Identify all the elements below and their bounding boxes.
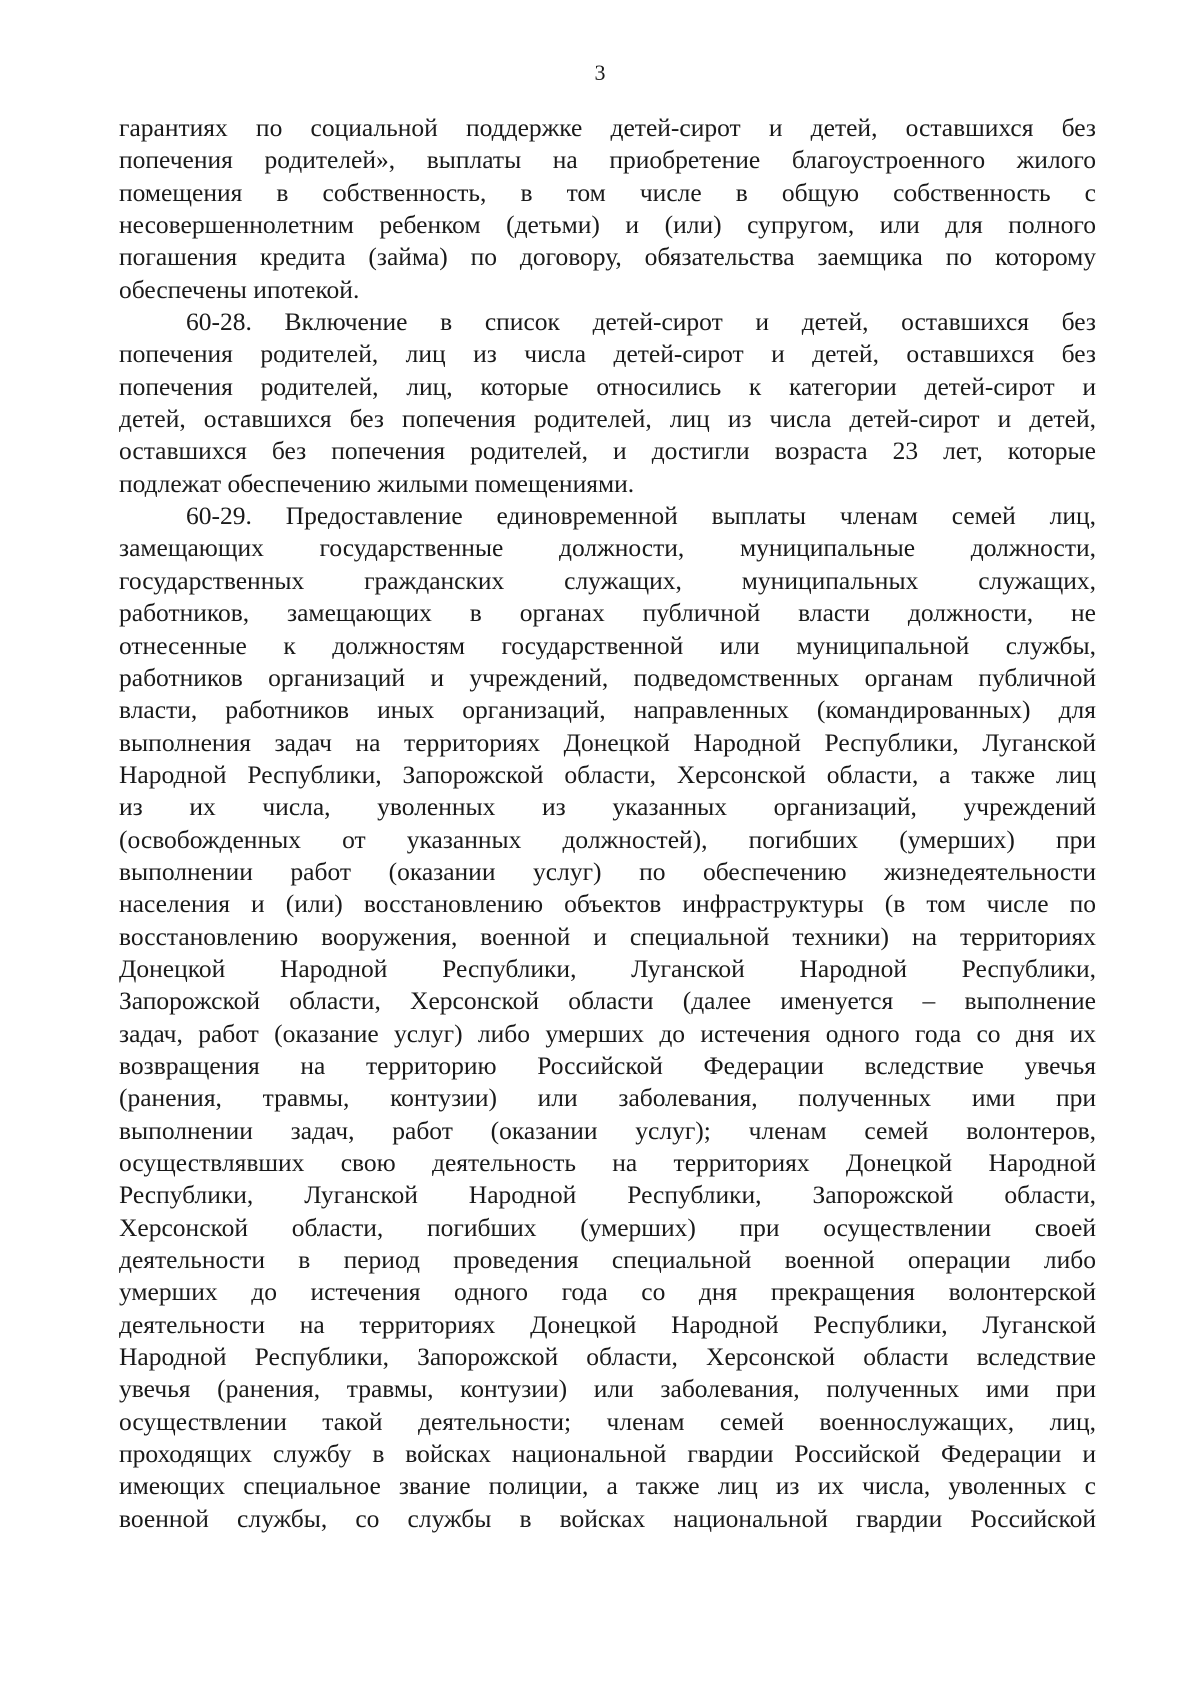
text-line: из их числа, уволенных из указанных организаций, учреждений [119, 792, 1096, 822]
text-line: Народной Республики, Запорожской области, Херсонской области вследствие [119, 1342, 1096, 1372]
text-line: обеспечены ипотекой. [119, 274, 360, 304]
text-line: государственных гражданских служащих, муниципальных служащих, [119, 565, 1096, 595]
text-line: детей, оставшихся без попечения родителей, лиц из числа детей-сирот и детей, [119, 404, 1096, 434]
body-text [119, 112, 1096, 1535]
text-line: отнесенные к должностям государственной или муниципальной службы, [119, 630, 1096, 660]
text-line: оставшихся без попечения родителей, и достигли возраста 23 лет, которые [119, 436, 1096, 466]
text-line: 60-29. Предоставление единовременной выплаты членам семей лиц, [186, 501, 1096, 531]
text-line: гарантиях по социальной поддержке детей-сирот и детей, оставшихся без [119, 113, 1096, 142]
text-line: осуществлявших свою деятельность на территориях Донецкой Народной [119, 1148, 1096, 1177]
text-line: Народной Республики, Запорожской области, Херсонской области, а также лиц [119, 759, 1096, 789]
text-line: несовершеннолетним ребенком (детьми) и (или) супругом, или для полного [119, 210, 1096, 240]
text-line: Запорожской области, Херсонской области (далее именуется – выполнение [119, 986, 1096, 1016]
text-line: возвращения на территорию Российской Федерации вследствие увечья [119, 1050, 1096, 1080]
text-line: работников, замещающих в органах публичной власти должности, не [119, 598, 1096, 628]
text-line: выполнении задач, работ (оказании услуг); членам семей волонтеров, [119, 1115, 1096, 1145]
text-line: осуществлении такой деятельности; членам семей военнослужащих, лиц, [119, 1406, 1096, 1436]
text-line: Донецкой Народной Республики, Луганской Народной Республики, [119, 953, 1096, 983]
text-line: замещающих государственные должности, муниципальные должности, [119, 533, 1096, 563]
text-line: умерших до истечения одного года со дня прекращения волонтерской [119, 1277, 1096, 1307]
text-line: проходящих службу в войсках национальной гвардии Российской Федерации и [119, 1439, 1096, 1469]
text-line: попечения родителей, лиц, которые относились к категории детей-сирот и [119, 371, 1096, 401]
text-line: работников организаций и учреждений, подведомственных органам публичной [119, 662, 1096, 692]
text-line: 60-28. Включение в список детей-сирот и детей, оставшихся без [186, 307, 1096, 337]
page-number: 3 [594, 60, 606, 85]
text-line: Херсонской области, погибших (умерших) при осуществлении своей [119, 1212, 1096, 1242]
text-line: попечения родителей, лиц из числа детей-сирот и детей, оставшихся без [119, 339, 1096, 369]
text-line: восстановлению вооружения, военной и специальной техники) на территориях [119, 921, 1096, 951]
text-line: (ранения, травмы, контузии) или заболевания, полученных ими при [119, 1083, 1096, 1113]
text-line: выполнении работ (оказании услуг) по обеспечению жизнедеятельности [119, 856, 1096, 886]
text-line: военной службы, со службы в войсках национальной гвардии Российской [119, 1503, 1096, 1533]
text-line: погашения кредита (займа) по договору, обязательства заемщика по которому [119, 242, 1096, 272]
text-line: выполнения задач на территориях Донецкой Народной Республики, Луганской [119, 727, 1096, 757]
text-line: населения и (или) восстановлению объектов инфраструктуры (в том числе по [119, 889, 1096, 919]
text-line: Республики, Луганской Народной Республики, Запорожской области, [119, 1180, 1096, 1210]
text-line: задач, работ (оказание услуг) либо умерших до истечения одного года со дня их [119, 1018, 1096, 1048]
text-line: имеющих специальное звание полиции, а также лиц из их числа, уволенных с [119, 1471, 1096, 1501]
text-line: власти, работников иных организаций, направленных (командированных) для [119, 695, 1096, 725]
text-line: попечения родителей», выплаты на приобретение благоустроенного жилого [119, 145, 1096, 175]
text-line: (освобожденных от указанных должностей), погибших (умерших) при [119, 824, 1096, 854]
text-line: помещения в собственность, в том числе в общую собственность с [119, 177, 1096, 207]
text-line: подлежат обеспечению жилыми помещениями. [119, 468, 635, 498]
text-line: деятельности в период проведения специальной военной операции либо [119, 1245, 1096, 1275]
text-line: деятельности на территориях Донецкой Народной Республики, Луганской [119, 1309, 1096, 1339]
text-line: увечья (ранения, травмы, контузии) или заболевания, полученных ими при [119, 1374, 1096, 1404]
